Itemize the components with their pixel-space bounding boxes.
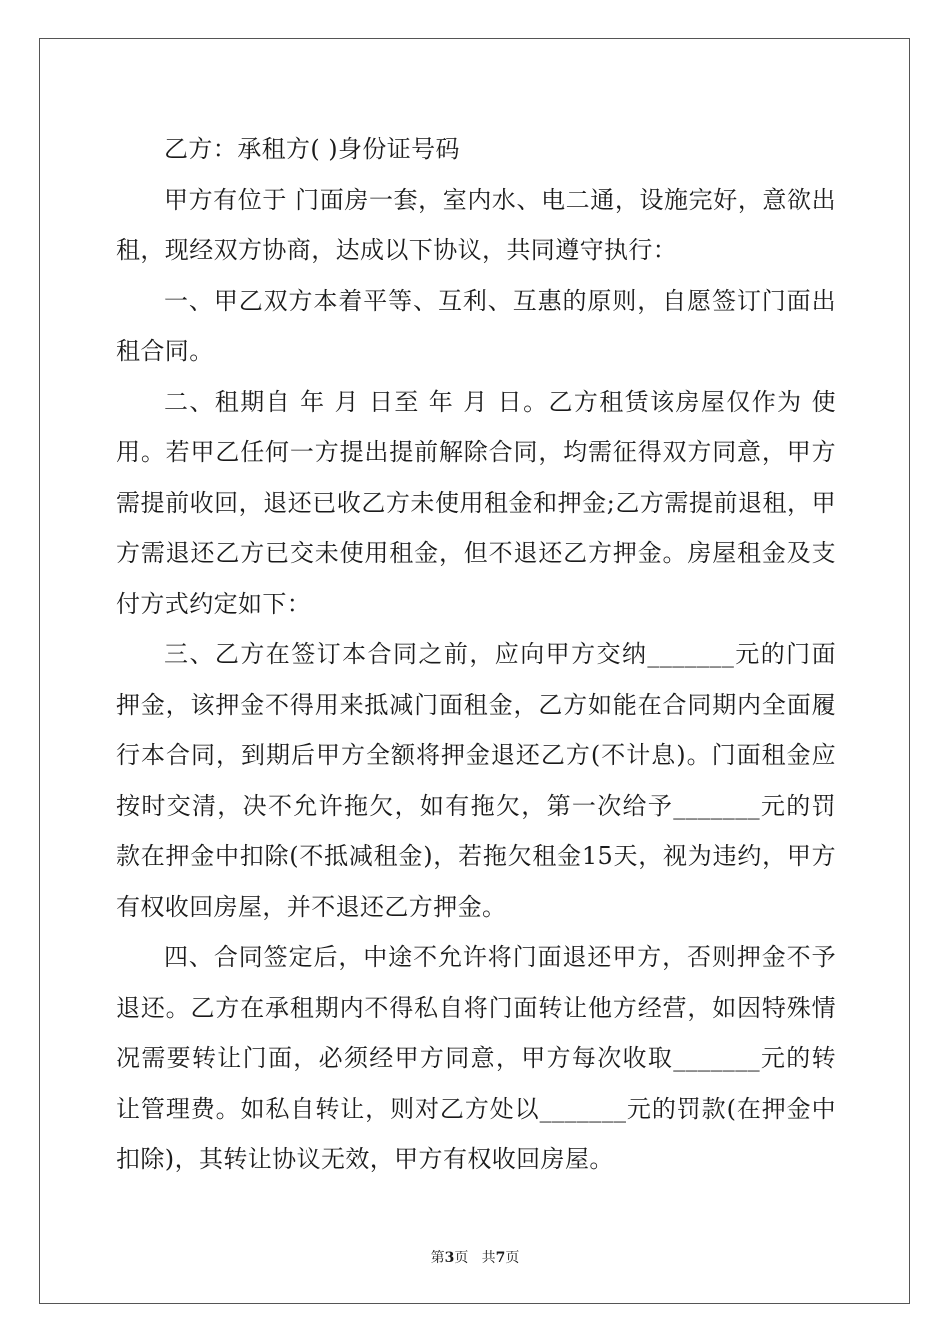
paragraph-intro: 甲方有位于 门面房一套，室内水、电二通，设施完好，意欲出租，现经双方协商，达成以下协议，共同遵守执行： xyxy=(116,185,836,264)
paragraph-clause-1: 一、甲乙双方本着平等、互利、互惠的原则，自愿签订门面出租合同。 xyxy=(116,286,836,365)
total-prefix: 共 xyxy=(481,1250,496,1266)
paragraph-clause-4: 四、合同签定后，中途不允许将门面退还甲方，否则押金不予退还。乙方在承租期内不得私自将门面转让他方经营，如因特殊情况需要转让门面，必须经甲方同意，甲方每次收取_______元的转让管理费。如私自转让，则对乙方处以_______元的罚款(在押金中扣除)，其转让协议无效，甲方有权收回房屋。 xyxy=(116,943,836,1173)
document-body xyxy=(116,124,836,1185)
page-number: 3 xyxy=(444,1250,455,1266)
page-footer xyxy=(0,1247,950,1267)
page-prefix: 第 xyxy=(430,1250,445,1266)
page-suffix: 页 xyxy=(454,1250,469,1266)
total-pages: 7 xyxy=(495,1250,506,1266)
total-suffix: 页 xyxy=(505,1250,520,1266)
paragraph-party-b: 乙方：承租方( )身份证号码 xyxy=(164,135,460,163)
paragraph-clause-3: 三、乙方在签订本合同之前，应向甲方交纳_______元的门面押金，该押金不得用来抵减门面租金，乙方如能在合同期内全面履行本合同，到期后甲方全额将押金退还乙方(不计息)。门面租金应按时交清，决不允许拖欠，如有拖欠，第一次给予_______元的罚款在押金中扣除(不抵减租金)，若拖欠租金15天，视为违约，甲方有权收回房屋，并不退还乙方押金。 xyxy=(116,640,836,921)
paragraph-clause-2: 二、租期自 年 月 日至 年 月 日。乙方租赁该房屋仅作为 使用。若甲乙任何一方提出提前解除合同，均需征得双方同意，甲方需提前收回，退还已收乙方未使用租金和押金;乙方需提前退租，甲方需退还乙方已交未使用租金，但不退还乙方押金。房屋租金及支付方式约定如下： xyxy=(116,387,836,618)
